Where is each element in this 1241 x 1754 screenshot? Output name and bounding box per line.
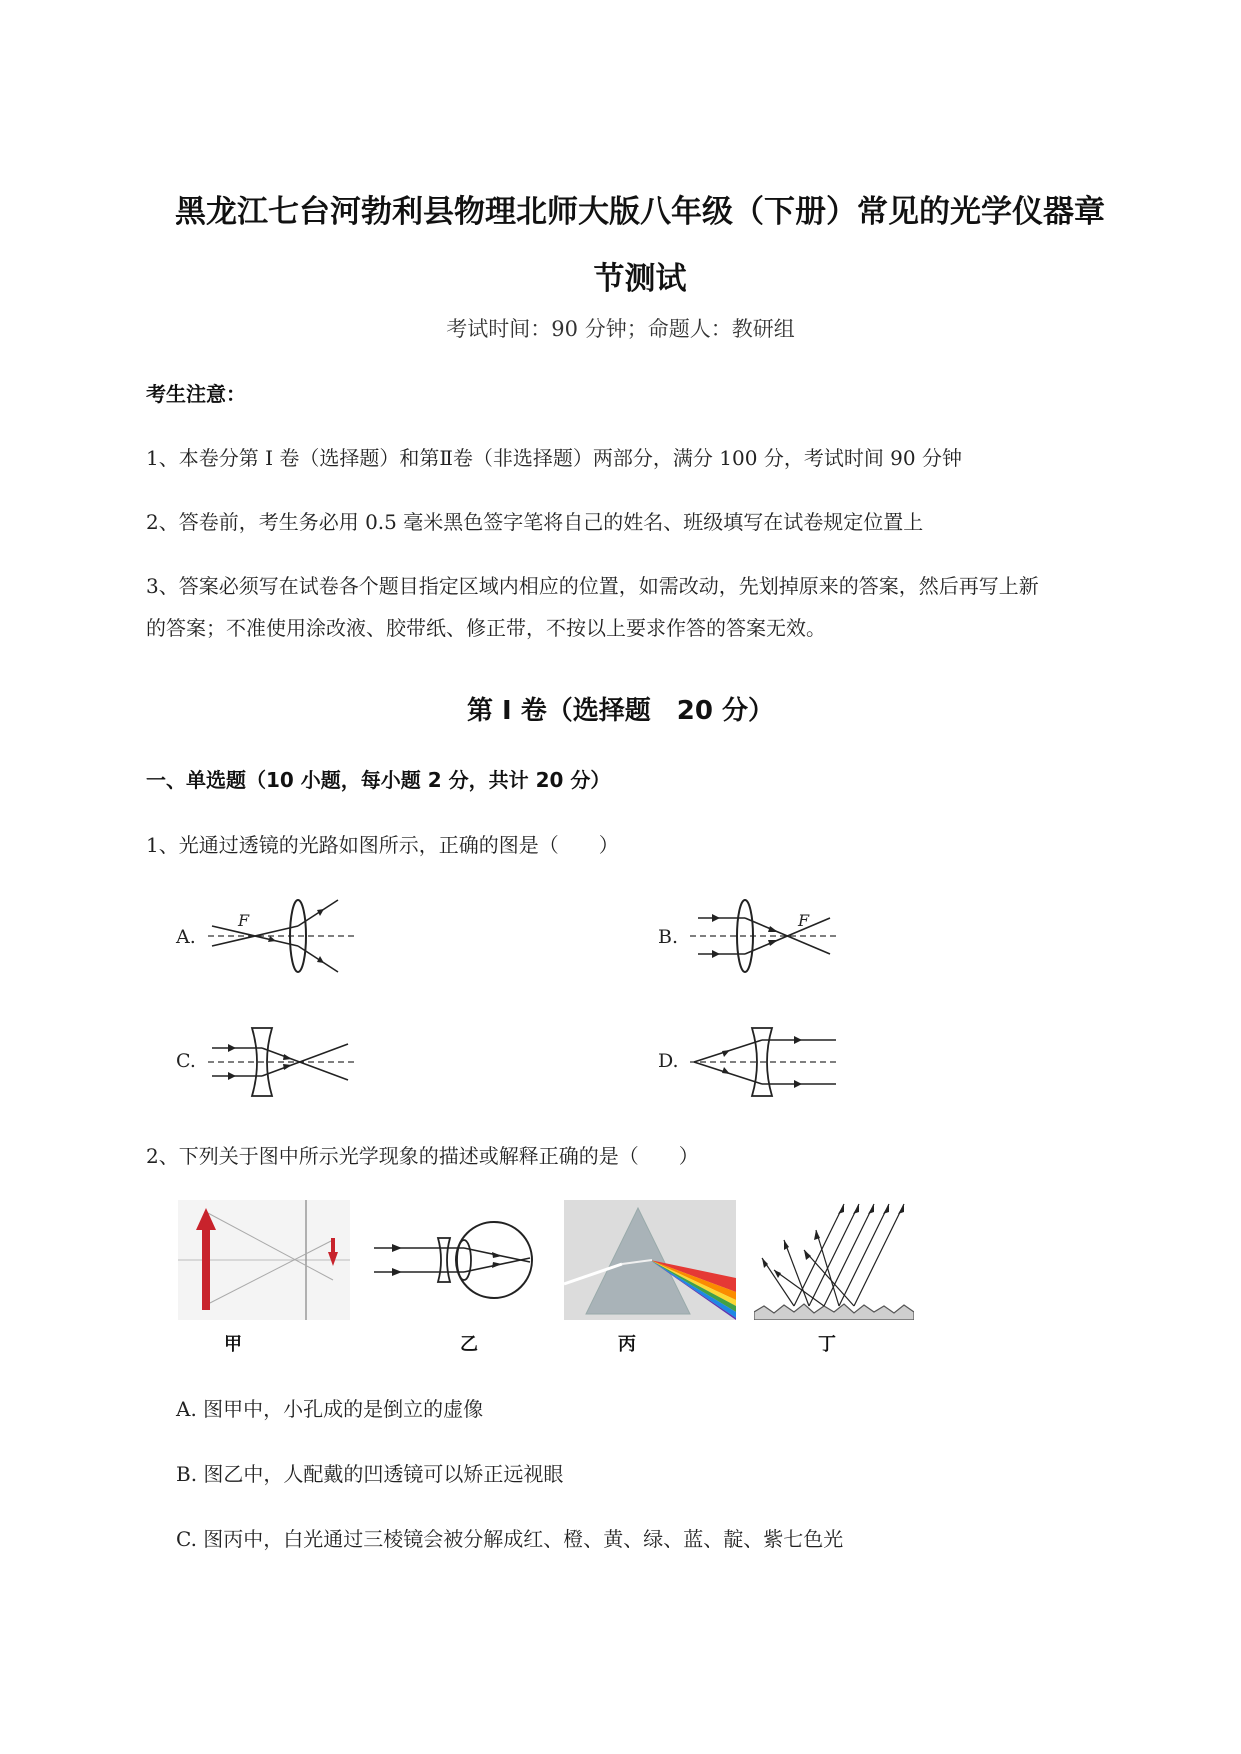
q1-diagram-c-concave-lens <box>208 1022 358 1102</box>
q1-diagram-b-convex-lens <box>690 890 840 990</box>
question-2-stem: 2、下列关于图中所示光学现象的描述或解释正确的是（ ） <box>146 1144 699 1168</box>
q2-choice-a: A. 图甲中，小孔成的是倒立的虚像 <box>176 1397 484 1421</box>
q1-diagram-d-concave-lens <box>690 1022 840 1102</box>
section-subheading: 一、单选题（10 小题，每小题 2 分，共计 20 分） <box>146 768 611 792</box>
notice-item-2: 2、答卷前，考生务必用 0.5 毫米黑色签字笔将自己的姓名、班级填写在试卷规定位置上 <box>146 510 924 534</box>
figure-label-ding: 丁 <box>818 1334 836 1355</box>
document-title-line1: 黑龙江七台河勃利县物理北师大版八年级（下册）常见的光学仪器章 <box>175 194 1105 230</box>
exam-meta: 考试时间：90 分钟；命题人：教研组 <box>446 317 795 341</box>
figure-jia-pinhole <box>178 1200 350 1320</box>
notice-item-1: 1、本卷分第 I 卷（选择题）和第Ⅱ卷（非选择题）两部分，满分 100 分，考试时间 90 分钟 <box>146 446 962 470</box>
q1-option-a-label: A. <box>176 926 196 948</box>
q1-diagram-a-convex-lens <box>208 890 358 990</box>
focus-label-a: F <box>238 911 250 930</box>
section-title: 第 I 卷（选择题 20 分） <box>466 696 774 726</box>
q1-option-b-label: B. <box>658 926 679 948</box>
q2-choice-b: B. 图乙中，人配戴的凹透镜可以矫正远视眼 <box>176 1462 564 1486</box>
figure-ding-reflection <box>754 1200 914 1320</box>
notice-item-3: 3、答案必须写在试卷各个题目指定区域内相应的位置，如需改动，先划掉原来的答案，然后再写上新 <box>146 574 1039 598</box>
q1-option-c-label: C. <box>176 1050 196 1072</box>
document-title-line2: 节测试 <box>593 261 687 297</box>
notice-heading: 考生注意： <box>146 382 246 406</box>
figure-label-jia: 甲 <box>224 1334 242 1355</box>
figure-yi-eye-lens <box>372 1200 542 1320</box>
focus-label-b: F <box>798 911 810 930</box>
figure-label-bing: 丙 <box>618 1334 636 1355</box>
q1-option-d-label: D. <box>658 1050 679 1072</box>
question-1-stem: 1、光通过透镜的光路如图所示，正确的图是（ ） <box>146 833 619 857</box>
notice-item-3-cont: 的答案；不准使用涂改液、胶带纸、修正带，不按以上要求作答的答案无效。 <box>146 616 826 640</box>
figure-bing-prism <box>564 1200 736 1320</box>
q2-choice-c: C. 图丙中，白光通过三棱镜会被分解成红、橙、黄、绿、蓝、靛、紫七色光 <box>176 1527 844 1551</box>
figure-label-yi: 乙 <box>460 1334 478 1355</box>
